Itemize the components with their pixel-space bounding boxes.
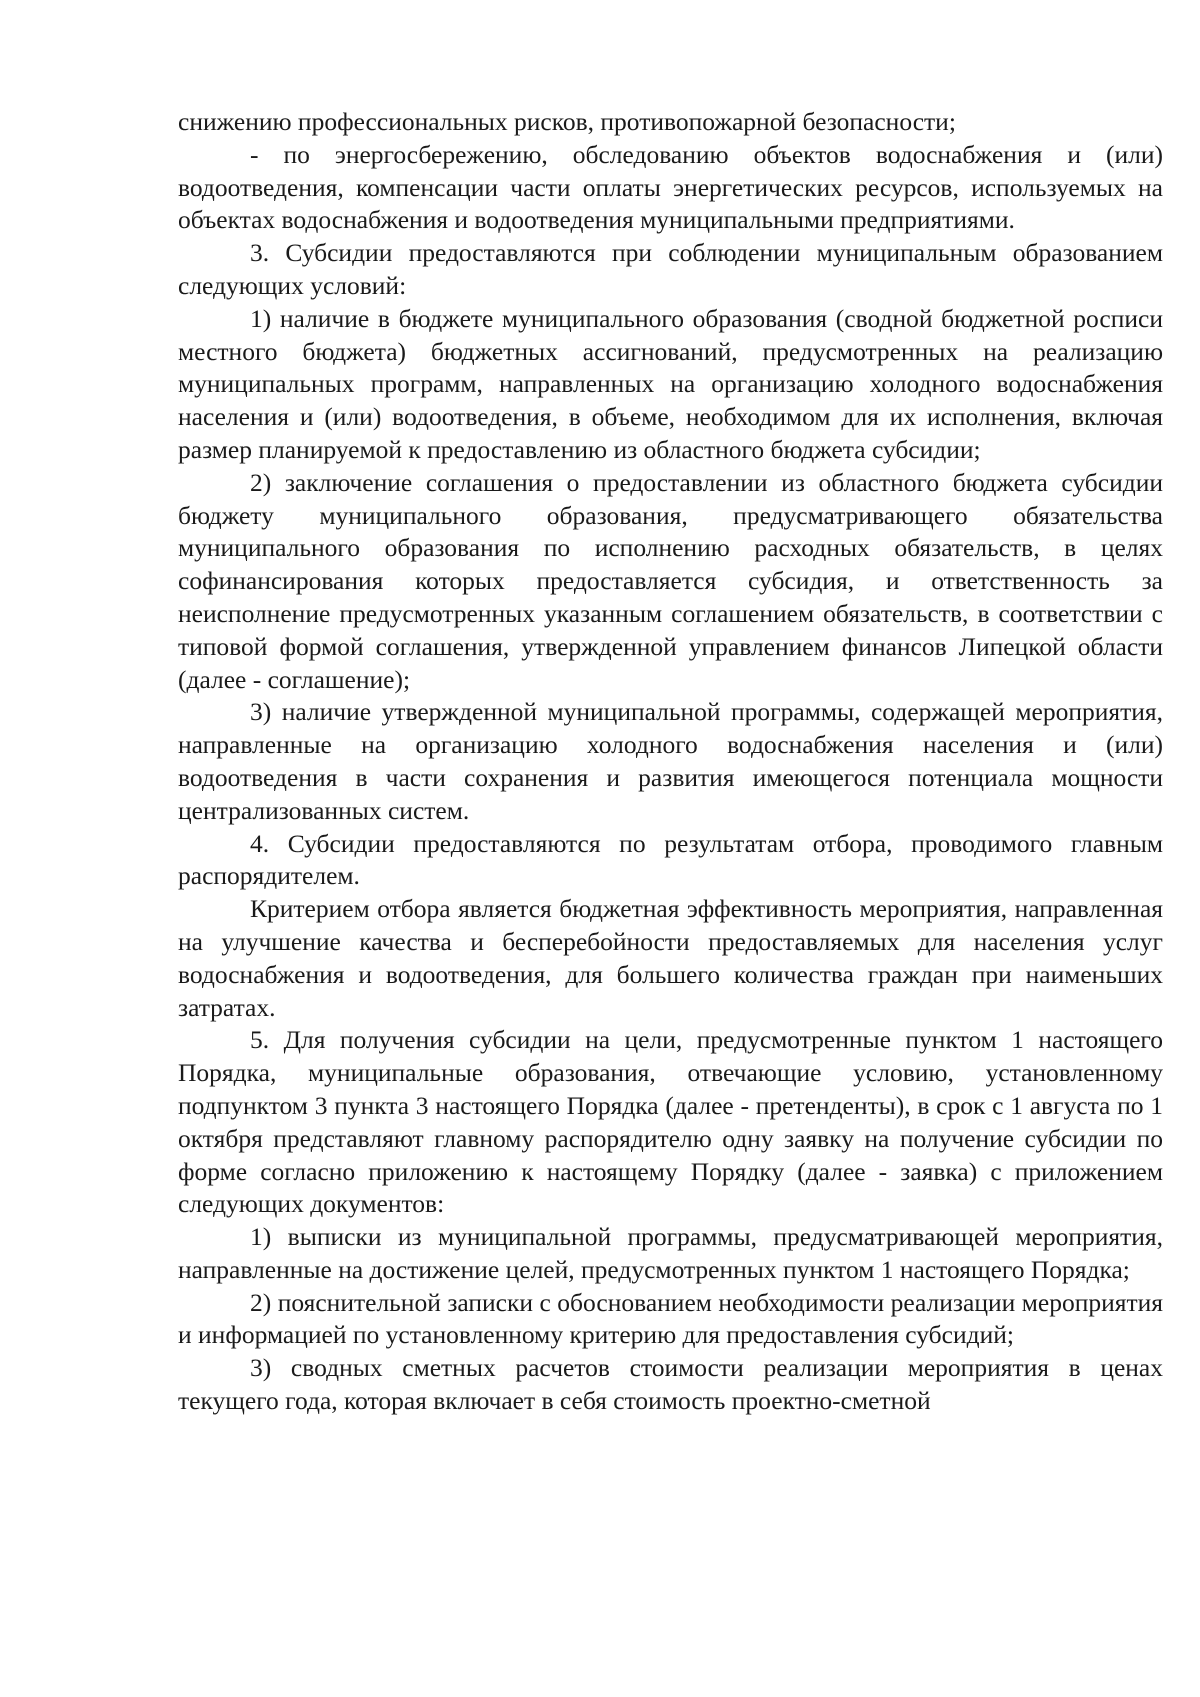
paragraph: 3) сводных сметных расчетов стоимости реализации мероприятия в ценах текущего года, которая включает в себя стоимость проектно-сметной [178,1353,1163,1416]
paragraph: 1) наличие в бюджете муниципального образования (сводной бюджетной росписи местного бюджета) бюджетных ассигнований, предусмотренных на реализацию муниципальных программ, направленных на организацию холодного водоснабжения населения и (или) водоотведения, в объеме, необходимом для их исполнения, включая размер планируемой к предоставлению из областного бюджета субсидии; [178,303,1163,464]
paragraph: 3. Субсидии предоставляются при соблюдении муниципальным образованием следующих условий: [178,238,1163,300]
paragraph: 4. Субсидии предоставляются по результатам отбора, проводимого главным распорядителем. [178,828,1163,891]
paragraph: 1) выписки из муниципальной программы, предусматривающей мероприятия, направленные на достижение целей, предусмотренных пунктом 1 настоящего Порядка; [178,1222,1163,1284]
paragraph: - по энергосбережению, обследованию объектов водоснабжения и (или) водоотведения, компенсации части оплаты энергетических ресурсов, используемых на объектах водоснабжения и водоотведения муниципальными предприятиями. [178,139,1163,235]
paragraph: 3) наличие утвержденной муниципальной программы, содержащей мероприятия, направленные на организацию холодного водоснабжения населения и (или) водоотведения в части сохранения и развития имеющегося потенциала мощности централизованных систем. [178,697,1163,825]
paragraph: Критерием отбора является бюджетная эффективность мероприятия, направленная на улучшение качества и бесперебойности предоставляемых для населения услуг водоснабжения и водоотведения, для большего количества граждан при наименьших затратах. [178,894,1163,1022]
paragraph: снижению профессиональных рисков, противопожарной безопасности; [178,107,956,136]
document-body [178,106,1163,1418]
paragraph: 2) заключение соглашения о предоставлении из областного бюджета субсидии бюджету муниципального образования, предусматривающего обязательства муниципального образования по исполнению расходных обязательств, в целях софинансирования которых предоставляется субсидия, и ответственность за неисполнение предусмотренных указанным соглашением обязательств, в соответствии с типовой формой соглашения, утвержденной управлением финансов Липецкой области (далее - соглашение); [178,467,1163,694]
paragraph: 2) пояснительной записки с обоснованием необходимости реализации мероприятия и информацией по установленному критерию для предоставления субсидий; [178,1287,1163,1350]
paragraph: 5. Для получения субсидии на цели, предусмотренные пунктом 1 настоящего Порядка, муниципальные образования, отвечающие условию, установленному подпунктом 3 пункта 3 настоящего Порядка (далее - претенденты), в срок с 1 августа по 1 октября представляют главному распорядителю одну заявку на получение субсидии по форме согласно приложению к настоящему Порядку (далее - заявка) с приложением следующих документов: [178,1025,1163,1219]
